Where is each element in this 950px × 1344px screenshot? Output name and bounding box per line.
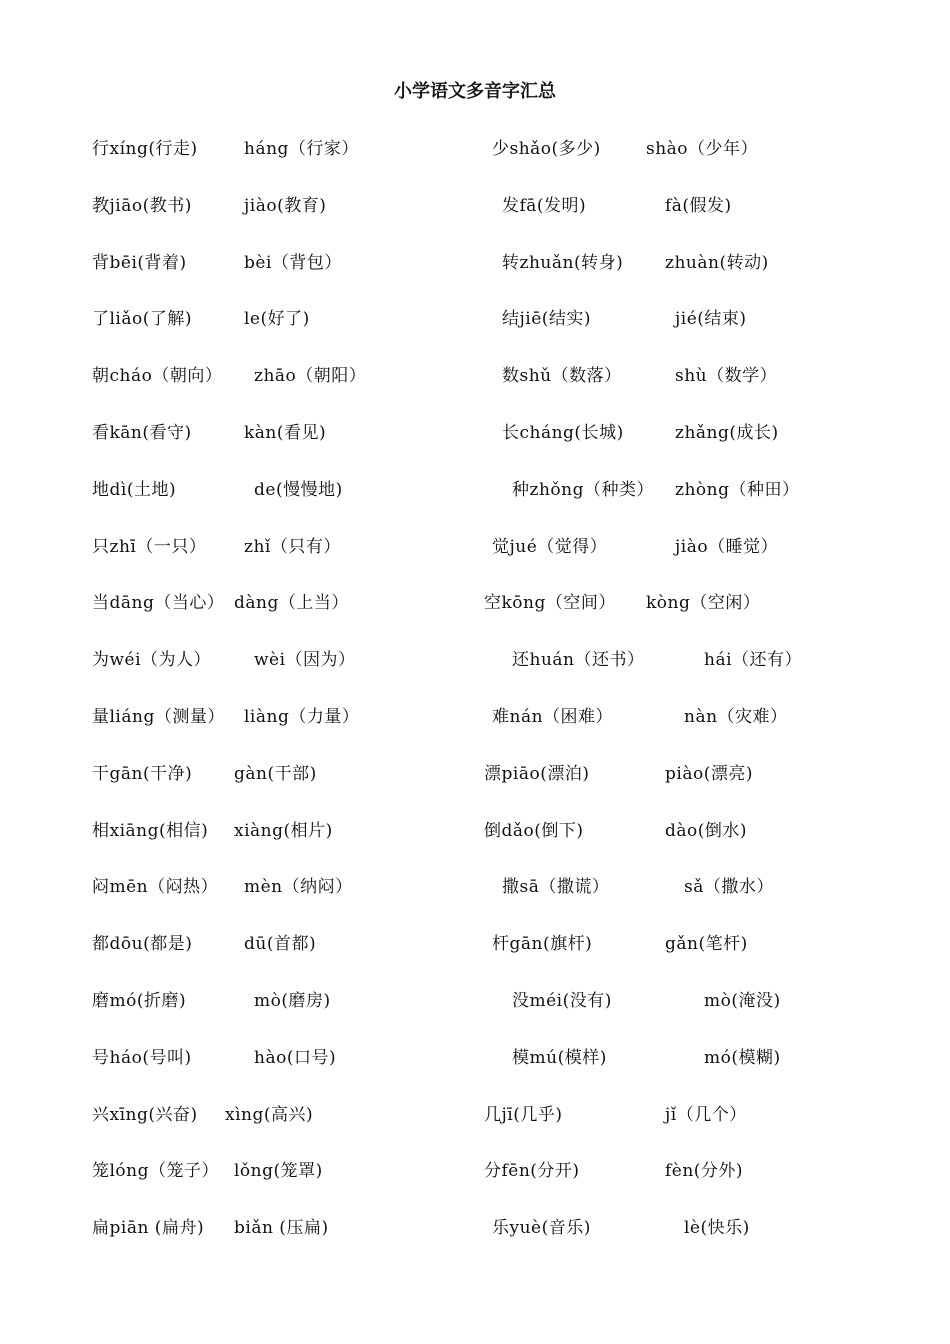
right-word-primary: 还huán（还书） [512, 650, 645, 671]
right-word-alternate: jǐ（几个） [665, 1104, 747, 1125]
right-word-alternate: fà(假发) [665, 195, 732, 216]
list-item [0, 193, 950, 250]
left-word-primary: 当dāng（当心） [92, 593, 225, 614]
left-word-alternate: mò(磨房) [254, 990, 331, 1011]
right-word-alternate: mò(淹没) [704, 990, 781, 1011]
right-word-alternate: shào（少年） [646, 139, 759, 159]
left-word-alternate: dàng（上当） [234, 593, 349, 614]
right-word-primary: 倒dǎo(倒下) [484, 820, 584, 841]
list-item [0, 420, 950, 477]
polyphone-list [0, 136, 950, 1272]
left-word-primary: 号háo(号叫) [92, 1047, 192, 1068]
right-word-alternate: kòng（空闲） [646, 593, 761, 614]
right-word-alternate: hái（还有） [704, 650, 803, 671]
left-word-primary: 干gān(干净) [92, 763, 193, 784]
left-word-alternate: lǒng(笼罩) [234, 1161, 323, 1182]
left-word-alternate: liàng（力量） [244, 706, 360, 727]
left-word-primary: 相xiāng(相信) [92, 820, 209, 841]
left-word-alternate: biǎn (压扁) [234, 1218, 329, 1239]
left-word-alternate: jiào(教育) [244, 195, 327, 216]
left-word-primary: 背bēi(背着) [92, 252, 187, 273]
right-word-primary: 长cháng(长城) [502, 422, 624, 443]
left-word-primary: 教jiāo(教书) [92, 195, 192, 216]
left-word-alternate: kàn(看见) [244, 422, 327, 443]
right-word-alternate: zhuàn(转动) [665, 252, 769, 273]
right-word-primary: 漂piāo(漂泊) [484, 763, 590, 784]
left-word-primary: 扁piān (扁舟) [92, 1218, 205, 1239]
left-word-primary: 了liǎo(了解) [92, 309, 193, 330]
left-word-alternate: háng（行家） [244, 139, 359, 159]
right-word-alternate: gǎn(笔杆) [665, 934, 748, 955]
left-word-alternate: le(好了) [244, 309, 310, 330]
right-word-alternate: zhǎng(成长) [675, 422, 779, 443]
right-word-alternate: fèn(分外) [665, 1161, 744, 1182]
right-word-primary: 发fā(发明) [502, 195, 587, 216]
right-word-primary: 乐yuè(音乐) [492, 1218, 591, 1239]
left-word-primary: 朝cháo（朝向） [92, 366, 223, 387]
right-word-primary: 结jiē(结实) [502, 309, 592, 330]
list-item [0, 931, 950, 988]
list-item [0, 874, 950, 931]
list-item [0, 534, 950, 591]
right-word-primary: 几jī(几乎) [484, 1104, 563, 1125]
right-word-primary: 难nán（困难） [492, 706, 614, 727]
right-word-primary: 模mú(模样) [512, 1047, 607, 1068]
list-item [0, 363, 950, 420]
right-word-primary: 撒sā（撒谎） [502, 877, 610, 898]
left-word-primary: 只zhī（一只） [92, 536, 207, 557]
left-word-alternate: gàn(干部) [234, 763, 317, 784]
left-word-primary: 行xíng(行走) [92, 139, 198, 159]
right-word-primary: 数shǔ（数落） [502, 366, 622, 387]
list-item [0, 477, 950, 534]
list-item [0, 306, 950, 363]
right-word-primary: 分fēn(分开) [484, 1161, 580, 1182]
list-item [0, 590, 950, 647]
list-item [0, 250, 950, 307]
list-item [0, 988, 950, 1045]
left-word-primary: 量liáng（测量） [92, 706, 225, 727]
list-item [0, 1045, 950, 1102]
left-word-primary: 都dōu(都是) [92, 934, 193, 955]
left-word-primary: 笼lóng（笼子） [92, 1161, 220, 1182]
right-word-alternate: dào(倒水) [665, 820, 748, 841]
left-word-alternate: bèi（背包） [244, 252, 342, 273]
list-item [0, 761, 950, 818]
list-item [0, 1102, 950, 1159]
right-word-alternate: jié(结束) [675, 309, 747, 330]
right-word-primary: 转zhuǎn(转身) [502, 252, 624, 273]
right-word-alternate: piào(漂亮) [665, 763, 753, 784]
list-item [0, 1215, 950, 1272]
left-word-primary: 闷mēn（闷热） [92, 877, 219, 898]
left-word-alternate: xiàng(相片) [234, 820, 333, 841]
right-word-alternate: shù（数学） [675, 366, 778, 387]
left-word-primary: 看kān(看守) [92, 422, 192, 443]
list-item [0, 647, 950, 704]
right-word-alternate: mó(模糊) [704, 1047, 781, 1068]
right-word-primary: 觉jué（觉得） [492, 536, 608, 557]
left-word-alternate: xìng(高兴) [225, 1104, 314, 1125]
right-word-primary: 空kōng（空间） [484, 593, 616, 614]
list-item [0, 704, 950, 761]
left-word-alternate: zhāo（朝阳） [254, 366, 367, 387]
right-word-alternate: nàn（灾难） [684, 706, 788, 727]
left-word-alternate: dū(首都) [244, 934, 317, 955]
right-word-alternate: sǎ（撒水） [684, 877, 774, 898]
right-word-primary: 杆gān(旗杆) [492, 934, 593, 955]
right-word-primary: 少shǎo(多少) [492, 139, 601, 159]
right-word-primary: 种zhǒng（种类） [512, 479, 654, 500]
left-word-alternate: zhǐ（只有） [244, 536, 341, 557]
list-item [0, 1158, 950, 1215]
list-item [0, 136, 950, 193]
left-word-primary: 为wéi（为人） [92, 650, 212, 671]
right-word-alternate: zhòng（种田） [675, 479, 800, 500]
right-word-alternate: lè(快乐) [684, 1218, 750, 1239]
page-title: 小学语文多音字汇总 [394, 81, 556, 102]
left-word-primary: 磨mó(折磨) [92, 990, 187, 1011]
left-word-alternate: de(慢慢地) [254, 479, 343, 500]
right-word-alternate: jiào（睡觉） [675, 536, 779, 557]
list-item [0, 818, 950, 875]
right-word-primary: 没méi(没有) [512, 990, 612, 1011]
left-word-alternate: hào(口号) [254, 1047, 337, 1068]
left-word-alternate: mèn（纳闷） [244, 877, 353, 898]
left-word-primary: 地dì(土地) [92, 479, 177, 500]
left-word-primary: 兴xīng(兴奋) [92, 1104, 198, 1125]
left-word-alternate: wèi（因为） [254, 650, 356, 671]
